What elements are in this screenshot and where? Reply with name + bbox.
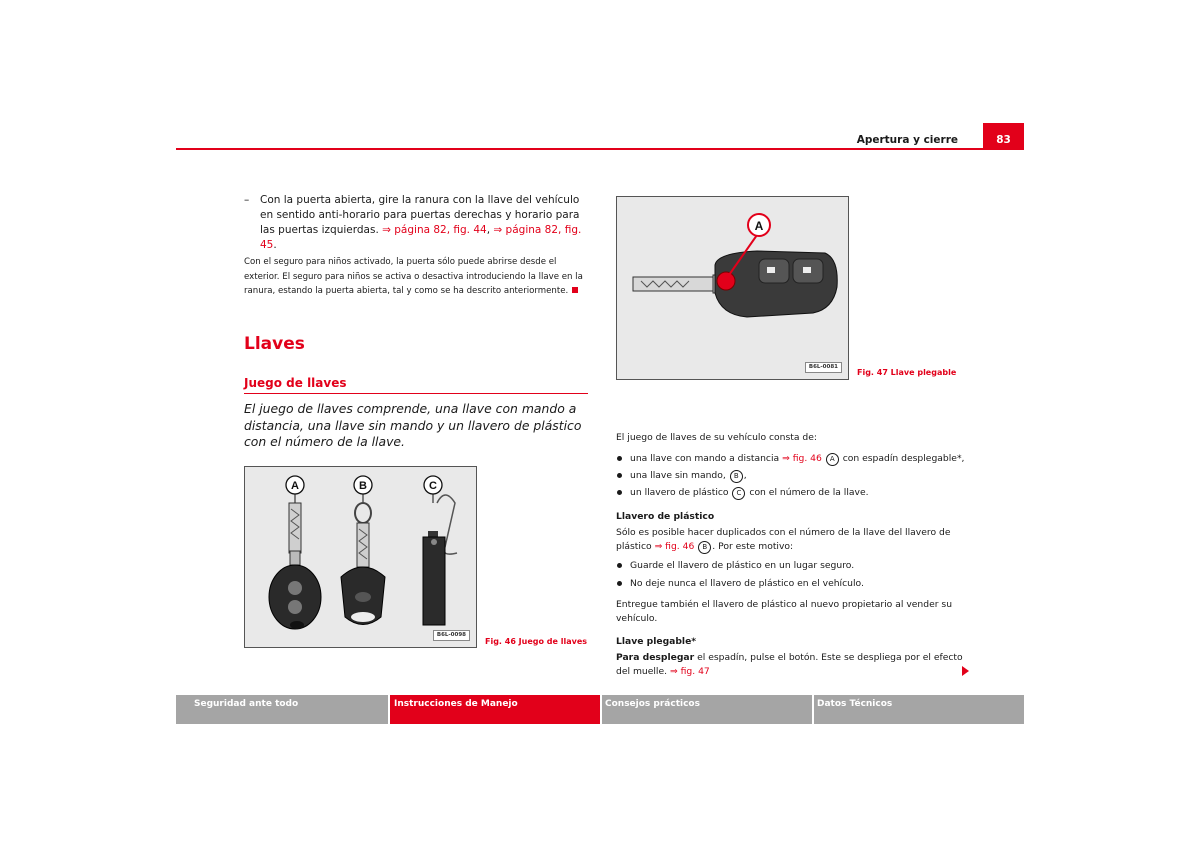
list-item: Guarde el llavero de plástico en un lugar seguro.	[616, 559, 976, 573]
end-marker-icon	[572, 287, 578, 293]
key-set-illustration	[245, 467, 476, 647]
nav-tab-datos[interactable]: Datos Técnicos	[814, 695, 1024, 724]
nav-tab-seguridad[interactable]: Seguridad ante todo	[176, 695, 388, 724]
page-ref-link[interactable]: ⇒ página 82, fig. 45	[260, 224, 582, 251]
list-item: una llave con mando a distancia ⇒ fig. 46 A con espadín desplegable*,	[616, 452, 976, 466]
continue-arrow-icon	[962, 666, 969, 676]
folding-key-illustration	[617, 197, 848, 379]
fig-ref-link[interactable]: ⇒ fig. 46	[782, 453, 822, 464]
subsection-title: Juego de llaves	[244, 376, 347, 390]
fig-ref-link[interactable]: ⇒ fig. 47	[669, 666, 710, 677]
figure-46-caption: Fig. 46 Juego de llaves	[485, 637, 588, 646]
page-number: 83	[983, 123, 1024, 149]
figure-code: B6L-0081	[805, 362, 842, 373]
circled-letter: B	[730, 470, 743, 483]
fig47-label-a: A	[754, 219, 764, 233]
instruction-item: – Con la puerta abierta, gire la ranura con la llave del vehículo en sentido anti-horario para puertas derechas y horario para las puertas izquierdas. ⇒ página 82, fig. 44, ⇒ página 82, fig. 45.	[244, 194, 582, 251]
subsection-rule	[244, 393, 588, 394]
header-rule	[176, 148, 1024, 150]
circled-letter: A	[826, 453, 839, 466]
bullet-icon	[617, 456, 622, 461]
fig46-label-b: B	[359, 480, 367, 492]
dash-marker: –	[244, 194, 250, 206]
circled-letter: B	[698, 541, 711, 554]
fig46-label-c: C	[429, 480, 437, 492]
child-lock-note: Con el seguro para niños activado, la puerta sólo puede abrirse desde el exterior. El seguro para niños se activa o desactiva introduciendo la llave en la ranura, estando la puerta abierta, tal y como se ha descrito anteriormente.	[244, 257, 583, 296]
fig46-label-a: A	[291, 480, 299, 492]
heading-plastic-tag: Llavero de plástico	[616, 511, 715, 522]
folding-key-paragraph: Para desplegar el espadín, pulse el botón. Este se despliega por el efecto del muelle. ⇒ fig. 47	[616, 652, 963, 677]
list-item: un llavero de plástico C con el número de la llave.	[616, 486, 976, 500]
figure-47-caption: Fig. 47 Llave plegable	[857, 368, 957, 377]
nav-tab-consejos[interactable]: Consejos prácticos	[602, 695, 812, 724]
intro-paragraph: El juego de llaves comprende, una llave con mando a distancia, una llave sin mando y un llavero de plástico con el número de la llave.	[244, 401, 582, 450]
figure-46-key-set	[244, 466, 477, 648]
figure-47-folding-key	[616, 196, 849, 380]
running-header-title: Apertura y cierre	[856, 134, 958, 146]
instruction-text: Con la puerta abierta, gire la ranura con la llave del vehículo en sentido anti-horario para puertas derechas y horario para las puertas izquierdas.	[260, 194, 580, 236]
list-item: No deje nunca el llavero de plástico en el vehículo.	[616, 577, 976, 591]
bullet-icon	[617, 473, 622, 478]
nav-tab-instrucciones[interactable]: Instrucciones de Manejo	[390, 695, 600, 724]
section-title: Llaves	[244, 334, 305, 354]
bullet-icon	[617, 563, 622, 568]
heading-folding-key: Llave plegable*	[616, 636, 697, 647]
circled-letter: C	[732, 487, 745, 500]
handover-paragraph: Entregue también el llavero de plástico al nuevo propietario al vender su vehículo.	[616, 599, 953, 624]
figure-code: B6L-0098	[433, 630, 470, 641]
list-item: una llave sin mando, B ,	[616, 469, 976, 483]
fig-ref-link[interactable]: ⇒ fig. 46	[654, 541, 695, 552]
bullet-icon	[617, 581, 622, 586]
page-ref-link[interactable]: ⇒ página 82, fig. 44	[382, 224, 487, 236]
key-set-intro-text: El juego de llaves de su vehículo consta de:	[616, 432, 817, 443]
bullet-icon	[617, 490, 622, 495]
plastic-tag-paragraph: Sólo es posible hacer duplicados con el número de la llave del llavero de plástico ⇒ fig. 46 B . Por este motivo:	[616, 527, 951, 552]
